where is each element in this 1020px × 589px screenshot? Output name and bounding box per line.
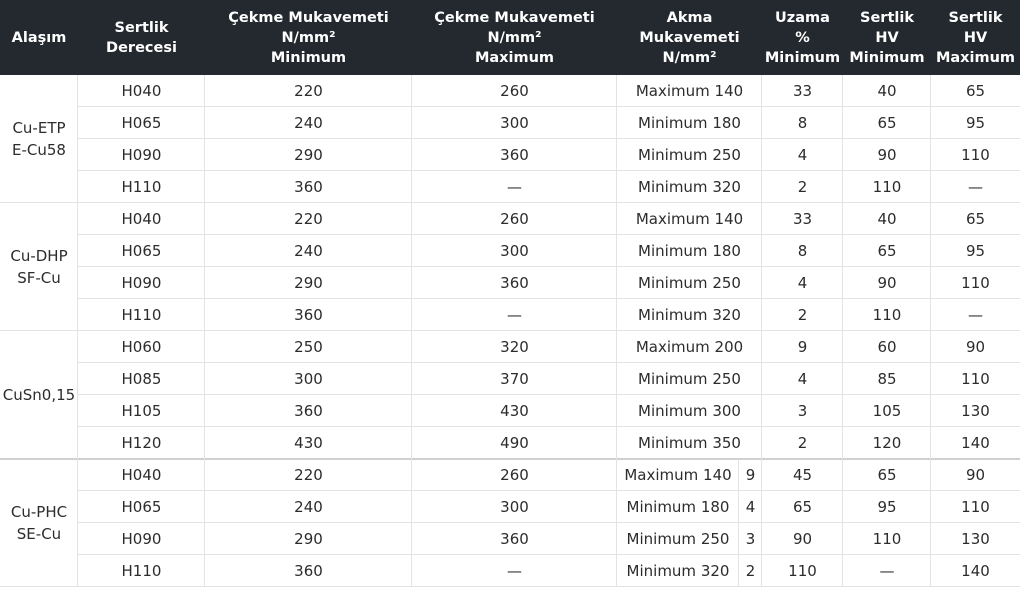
column-divider [411,203,412,331]
tensile-min-cell: 250 [294,338,323,356]
hv-max-cell: 90 [965,338,986,356]
grade-cell: H090 [121,274,162,292]
column-divider [842,75,843,203]
tensile-max-cell: — [507,306,522,324]
yield-cell: Minimum 250 [638,370,741,388]
header-tensile-max: Çekme Mukavemeti N/mm² Maximum [434,9,595,66]
column-divider [77,75,78,203]
hv-max-cell: 95 [965,242,986,260]
grade-cell: H110 [121,562,162,580]
header-yield-strength: Akma Mukavemeti N/mm² [639,9,740,66]
column-divider [204,331,205,459]
elongation-cell: 3 [797,402,808,420]
grade-cell: H040 [121,466,162,484]
extra-value-cell: 4 [745,498,756,516]
elongation-cell: 8 [797,114,808,132]
hv-max-cell: 65 [965,82,986,100]
elongation-cell: 45 [792,466,813,484]
tensile-max-cell: 360 [500,146,529,164]
hv-min-cell: 110 [872,530,902,548]
tensile-min-cell: 290 [294,274,323,292]
tensile-min-cell: 220 [294,82,323,100]
alloy-name: Cu-PHC SE-Cu [10,503,68,543]
hv-max-cell: 90 [965,466,986,484]
tensile-min-cell: 240 [294,498,323,516]
hv-min-cell: 90 [877,146,897,164]
extra-value-cell: 3 [745,530,756,548]
alloy-name: Cu-ETP E-Cu58 [12,119,66,159]
elongation-cell: 2 [797,434,808,452]
hv-max-cell: 140 [961,434,990,452]
column-divider [204,203,205,331]
hv-min-cell: 90 [877,274,897,292]
grade-cell: H110 [121,178,162,196]
elongation-cell: 9 [797,338,808,356]
hv-min-cell: 85 [877,370,897,388]
yield-cell: Minimum 320 [638,178,741,196]
elongation-cell: 90 [792,530,813,548]
grade-cell: H120 [121,434,162,452]
column-divider [77,203,78,331]
hv-min-cell: 65 [877,242,897,260]
tensile-min-cell: 240 [294,242,323,260]
tensile-max-cell: 260 [500,82,529,100]
column-divider [761,331,762,459]
hv-max-cell: 130 [961,530,990,548]
elongation-cell: 4 [797,274,808,292]
hv-min-cell: 110 [872,178,902,196]
column-divider [411,331,412,459]
column-divider [842,331,843,459]
tensile-min-cell: 240 [294,114,323,132]
yield-cell: Maximum 140 [635,82,744,100]
tensile-max-cell: 300 [500,498,529,516]
tensile-max-cell: 360 [500,530,529,548]
grade-cell: H040 [121,82,162,100]
column-divider [761,75,762,203]
tensile-max-cell: 300 [500,114,529,132]
grade-cell: H090 [121,146,162,164]
yield-cell: Maximum 140 [635,210,744,228]
grade-cell: H065 [121,114,162,132]
tensile-max-cell: 260 [500,466,529,484]
grade-cell: H040 [121,210,162,228]
hv-min-cell: 110 [872,306,902,324]
column-divider [930,75,931,203]
tensile-min-cell: 360 [294,178,323,196]
hv-max-cell: — [968,306,983,324]
yield-cell: Minimum 320 [626,562,730,580]
hv-min-cell: 105 [872,402,902,420]
header-tensile-min: Çekme Mukavemeti N/mm² Minimum [228,9,389,66]
grade-cell: H090 [121,530,162,548]
yield-cell: Minimum 250 [626,530,730,548]
yield-cell: Minimum 180 [638,114,741,132]
tensile-max-cell: 360 [500,274,529,292]
yield-cell: Minimum 300 [638,402,741,420]
hv-min-cell: 40 [877,82,897,100]
tensile-max-cell: — [507,562,522,580]
column-divider [930,203,931,331]
extra-value-cell: 9 [745,466,756,484]
column-divider [616,459,617,587]
tensile-max-cell: 490 [500,434,529,452]
column-divider [77,459,78,587]
grade-cell: H105 [121,402,162,420]
column-divider [616,75,617,203]
tensile-min-cell: 360 [294,306,323,324]
tensile-max-cell: 370 [500,370,529,388]
tensile-min-cell: 300 [294,370,323,388]
elongation-cell: 33 [792,210,813,228]
yield-cell: Minimum 250 [638,274,741,292]
tensile-max-cell: — [507,178,522,196]
hv-min-cell: — [879,562,895,580]
hv-min-cell: 120 [872,434,902,452]
elongation-cell: 65 [792,498,813,516]
column-divider [761,203,762,331]
header-hv-min: Sertlik HV Minimum [849,9,925,66]
grade-cell: H065 [121,498,162,516]
yield-cell: Minimum 320 [638,306,741,324]
elongation-cell: 2 [797,306,808,324]
column-divider [77,331,78,459]
hv-min-cell: 65 [877,466,897,484]
tensile-min-cell: 220 [294,210,323,228]
hv-min-cell: 95 [877,498,897,516]
yield-cell: Minimum 180 [626,498,730,516]
column-divider [616,203,617,331]
hv-min-cell: 40 [877,210,897,228]
elongation-cell: 33 [792,82,813,100]
column-divider [842,459,843,587]
column-divider [616,331,617,459]
column-divider [930,459,931,587]
tensile-min-cell: 430 [294,434,323,452]
elongation-cell: 2 [797,178,808,196]
extra-value-cell: 2 [745,562,756,580]
alloy-name: CuSn0,15 [2,386,76,404]
header-alloy: Alaşım [11,29,67,46]
alloy-name: Cu-DHP SF-Cu [10,247,68,287]
hv-max-cell: 65 [965,210,986,228]
elongation-cell: 4 [797,370,808,388]
header-hv-max: Sertlik HV Maximum [935,9,1016,66]
column-divider [411,75,412,203]
grade-cell: H110 [121,306,162,324]
column-divider [842,203,843,331]
column-divider [930,331,931,459]
tensile-min-cell: 220 [294,466,323,484]
grade-cell: H060 [121,338,162,356]
hv-max-cell: 110 [961,370,990,388]
yield-cell: Minimum 350 [638,434,741,452]
grade-cell: H065 [121,242,162,260]
elongation-cell: 110 [788,562,817,580]
hv-max-cell: 110 [961,274,990,292]
yield-cell: Minimum 180 [638,242,741,260]
yield-cell: Maximum 140 [624,466,732,484]
tensile-max-cell: 430 [500,402,529,420]
yield-cell: Minimum 250 [638,146,741,164]
hv-max-cell: — [968,178,983,196]
hv-max-cell: 95 [965,114,986,132]
tensile-max-cell: 300 [500,242,529,260]
hv-min-cell: 65 [877,114,897,132]
tensile-max-cell: 320 [500,338,529,356]
grade-cell: H085 [121,370,162,388]
tensile-min-cell: 360 [294,402,323,420]
tensile-min-cell: 290 [294,146,323,164]
header-hardness-grade: Sertlik Derecesi [106,19,177,56]
column-divider [411,459,412,587]
hv-max-cell: 110 [961,146,990,164]
column-divider [204,459,205,587]
table-header [0,0,1020,75]
hv-max-cell: 110 [961,498,990,516]
column-divider [761,459,762,587]
header-elongation-min: Uzama % Minimum [764,9,841,66]
column-divider [204,75,205,203]
tensile-min-cell: 360 [294,562,323,580]
tensile-max-cell: 260 [500,210,529,228]
tensile-min-cell: 290 [294,530,323,548]
column-divider [738,459,739,587]
elongation-cell: 8 [797,242,808,260]
hv-max-cell: 140 [961,562,990,580]
hv-max-cell: 130 [961,402,990,420]
yield-cell: Maximum 200 [635,338,744,356]
group-divider [0,586,1020,587]
hv-min-cell: 60 [877,338,897,356]
elongation-cell: 4 [797,146,808,164]
